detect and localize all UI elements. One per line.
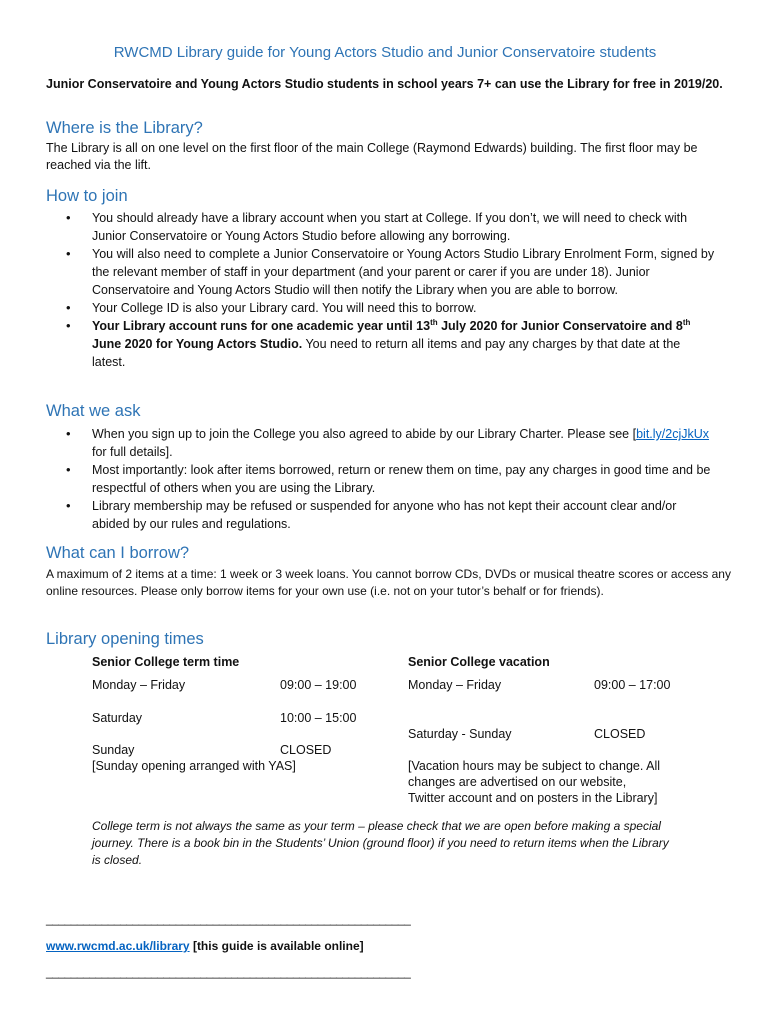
vacation-time: CLOSED — [594, 727, 646, 741]
term-note: [Sunday opening arranged with YAS] — [92, 759, 296, 773]
list-item: • You will also need to complete a Junior Conservatoire or Young Actors Studio Library Enrolment Form, signed by the relevant member of staff in your department (and your parent or carer if you are under 18). Junior Conservatoire and Young Actors Studio will then notify the Library when you are able to borrow. — [46, 245, 716, 299]
list-item: • When you sign up to join the College you also agreed to abide by our Library Charter. Please see [bit.ly/2cjJkUx for full details]. — [46, 425, 716, 461]
list-item: • Library membership may be refused or suspended for anyone who has not kept their account clear and/or abided by our rules and regulations. — [46, 497, 716, 533]
charter-link[interactable]: bit.ly/2cjJkUx — [636, 427, 710, 441]
ask-heading: What we ask — [46, 402, 141, 420]
document-title: RWCMD Library guide for Young Actors Studio and Junior Conservatoire students — [113, 44, 657, 61]
vacation-note: changes are advertised on our website, — [408, 775, 627, 789]
ask-list — [46, 425, 716, 533]
term-day: Saturday — [92, 711, 143, 725]
term-title: Senior College term time — [92, 655, 240, 669]
where-heading: Where is the Library? — [46, 119, 203, 137]
vacation-time: 09:00 – 17:00 — [594, 678, 671, 692]
list-item: • Most importantly: look after items borrowed, return or renew them on time, pay any charges in good time and be respectful of others when you are using the Library. — [46, 461, 716, 497]
divider-rule: ___________________________________________________________ — [46, 912, 411, 926]
where-text: The Library is all on one level on the first floor of the main College (Raymond Edwards) building. The first floor may be reached via the lift. — [46, 141, 698, 172]
library-website-link[interactable]: www.rwcmd.ac.uk/library — [46, 939, 190, 953]
vacation-day: Saturday - Sunday — [408, 727, 512, 741]
borrow-text: A maximum of 2 items at a time: 1 week or 3 week loans. You cannot borrow CDs, DVDs or musical theatre scores or access any online resources. Please only borrow items for your own use (i.e. not on your tutor’s behalf or for friends). — [46, 567, 731, 598]
vacation-note: Twitter account and on posters in the Library] — [408, 791, 658, 805]
list-item: • Your College ID is also your Library card. You will need this to borrow. — [46, 299, 716, 317]
join-list — [46, 209, 716, 371]
list-item: • You should already have a library account when you start at College. If you don’t, we will need to check with Junior Conservatoire or Young Actors Studio before allowing any borrowing. — [46, 209, 716, 245]
join-heading: How to join — [46, 187, 128, 205]
account-dates-bold: Your Library account runs for one academic year until 13th July 2020 for Junior Conservatoire and 8th June 2020 for Young Actors Studio. — [92, 317, 691, 351]
vacation-title: Senior College vacation — [408, 655, 550, 669]
term-time: 10:00 – 15:00 — [280, 711, 357, 725]
intro-paragraph: Junior Conservatoire and Young Actors Studio students in school years 7+ can use the Library for free in 2019/20. — [46, 77, 723, 91]
term-time: 09:00 – 19:00 — [280, 678, 357, 692]
term-disclaimer: College term is not always the same as your term – please check that we are open before making a special journey. There is a book bin in the Students’ Union (ground floor) if you need to return items when the Library is closed. — [92, 819, 669, 867]
hours-heading: Library opening times — [46, 630, 204, 648]
term-day: Monday – Friday — [92, 678, 186, 692]
term-time: CLOSED — [280, 743, 332, 757]
list-item: • Your Library account runs for one academic year until 13th July 2020 for Junior Conservatoire and 8th June 2020 for Young Actors Studio. You need to return all items and pay any charges by that date at the latest. — [46, 317, 716, 371]
vacation-note: [Vacation hours may be subject to change. All — [408, 759, 661, 773]
term-day: Sunday — [92, 743, 135, 757]
divider-rule: ___________________________________________________________ — [46, 965, 411, 979]
footer-line: www.rwcmd.ac.uk/library [this guide is available online] — [46, 939, 364, 953]
borrow-heading: What can I borrow? — [46, 544, 190, 562]
vacation-day: Monday – Friday — [408, 678, 502, 692]
